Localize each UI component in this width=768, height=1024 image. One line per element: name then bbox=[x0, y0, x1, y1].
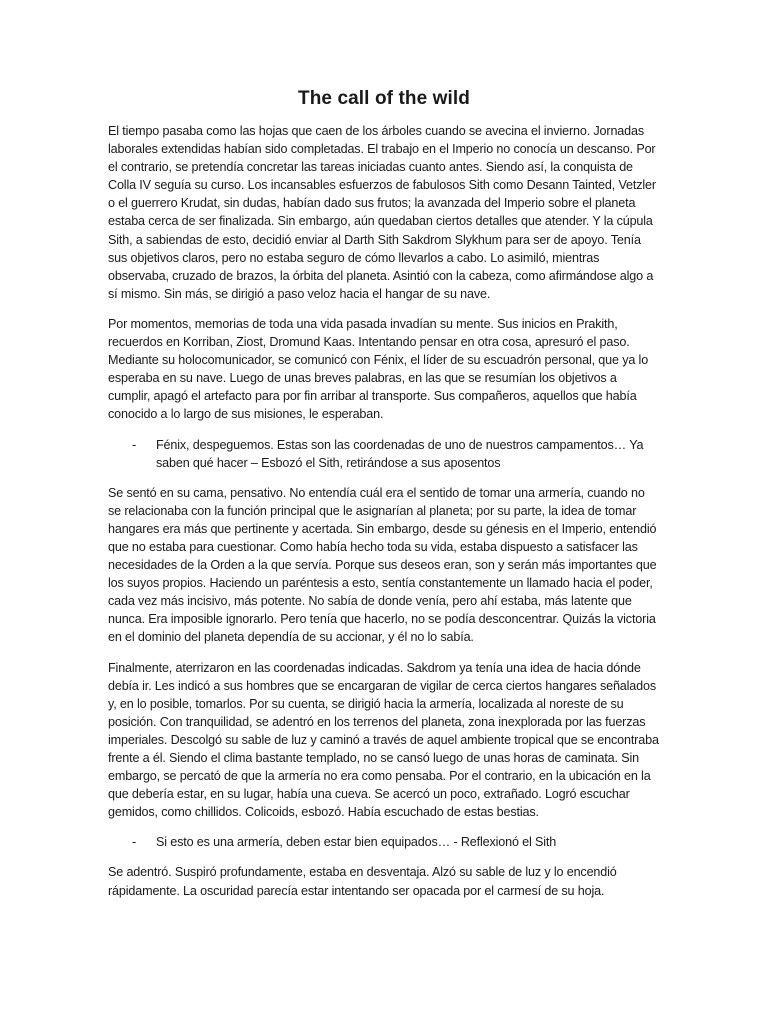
document-page bbox=[108, 88, 660, 912]
paragraph-1: El tiempo pasaba como las hojas que caen de los árboles cuando se avecina el invierno. Jornadas laborales extendidas habían sido completadas. El trabajo en el Imperio no conocía un descanso. Por el contrario, se pretendía concretar las tareas iniciadas cuanto antes. Siendo así, la conquista de Colla IV seguía su curso. Los incansables esfuerzos de fabulosos Sith como Desann Tainted, Vetzler o el guerrero Krudat, sin dudas, habían dado sus frutos; la avanzada del Imperio sobre el planeta estaba cerca de ser finalizada. Sin embargo, aún quedaban ciertos detalles que atender. Y la cúpula Sith, a sabiendas de esto, decidió enviar al Darth Sith Sakdrom Slykhum para ser de apoyo. Tenía sus objetivos claros, pero no estaba seguro de cómo llevarlos a cabo. Lo asimiló, mientras observaba, cruzado de brazos, la órbita del planeta. Asintió con la cabeza, como afirmándose algo a sí mismo. Sin más, se dirigió a paso veloz hacia el hangar de su nave. bbox=[108, 124, 656, 301]
paragraph-3: Se sentó en su cama, pensativo. No entendía cuál era el sentido de tomar una armería, cuando no se relacionaba con la función principal que le asignarían al planeta; por su parte, la idea de tomar hangares era más que pertinente y acertada. Sin embargo, desde su génesis en el Imperio, entendió que no estaba para cuestionar. Como había hecho toda su vida, estaba dispuesto a satisfacer las necesidades de la Orden a la que servía. Porque sus deseos eran, son y serán más importantes que los suyos propios. Haciendo un paréntesis a esto, sentía constantemente un llamado hacia el poder, cada vez más incisivo, más potente. No sabía de donde venía, pero ahí estaba, más latente que nunca. Era imposible ignorarlo. Pero tenía que hacerlo, no se podía desconcentrar. Quizás la victoria en el dominio del planeta dependía de su accionar, y él no lo sabía. bbox=[108, 485, 657, 645]
document-title: The call of the wild bbox=[298, 88, 470, 109]
dialogue-2 bbox=[108, 833, 660, 851]
dialogue-text: Si esto es una armería, deben estar bien equipados… - Reflexionó el Sith bbox=[156, 835, 557, 850]
dialogue-dash: - bbox=[132, 437, 137, 452]
paragraph-4: Finalmente, aterrizaron en las coordenadas indicadas. Sakdrom ya tenía una idea de hacia dónde debía ir. Les indicó a sus hombres que se encargaran de vigilar de cerca ciertos hangares señalados y, en lo posible, tomarlos. Por su cuenta, se dirigió hacia la armería, localizada al noreste de su posición. Con tranquilidad, se adentró en los terrenos del planeta, zona inexplorada por las fuerzas imperiales. Descolgó su sable de luz y caminó a través de aquel ambiente tropical que se encontraba frente a él. Siendo el clima bastante templado, no se cansó luego de unas horas de caminata. Sin embargo, se percató de que la armería no era como pensaba. Por el contrario, en la ubicación en la que debería estar, en su lugar, había una cueva. Se acercó un poco, extrañado. Logró escuchar gemidos, como chillidos. Colicoids, esbozó. Había escuchado de estas bestias. bbox=[108, 660, 659, 820]
dialogue-1 bbox=[108, 436, 660, 472]
paragraph-2: Por momentos, memorias de toda una vida pasada invadían su mente. Sus inicios en Prakith, recuerdos en Korriban, Ziost, Dromund Kaas. Intentando pensar en otra cosa, apresuró el paso. Mediante su holocomunicador, se comunicó con Fénix, el líder de su escuadrón personal, que ya lo esperaba en su nave. Luego de unas breves palabras, en las que se resumían los objetivos a cumplir, apagó el artefacto para por fin arribar al transporte. Sus compañeros, aquellos que había conocido a lo largo de sus misiones, le esperaban. bbox=[108, 316, 649, 422]
paragraph-5: Se adentró. Suspiró profundamente, estaba en desventaja. Alzó su sable de luz y lo encendió rápidamente. La oscuridad parecía estar intentando ser opacada por el carmesí de su hoja. bbox=[108, 865, 617, 898]
dialogue-dash: - bbox=[132, 835, 137, 850]
dialogue-text: Fénix, despeguemos. Estas son las coordenadas de uno de nuestros campamentos… Ya saben qué hacer – Esbozó el Sith, retirándose a sus aposentos bbox=[156, 437, 644, 470]
